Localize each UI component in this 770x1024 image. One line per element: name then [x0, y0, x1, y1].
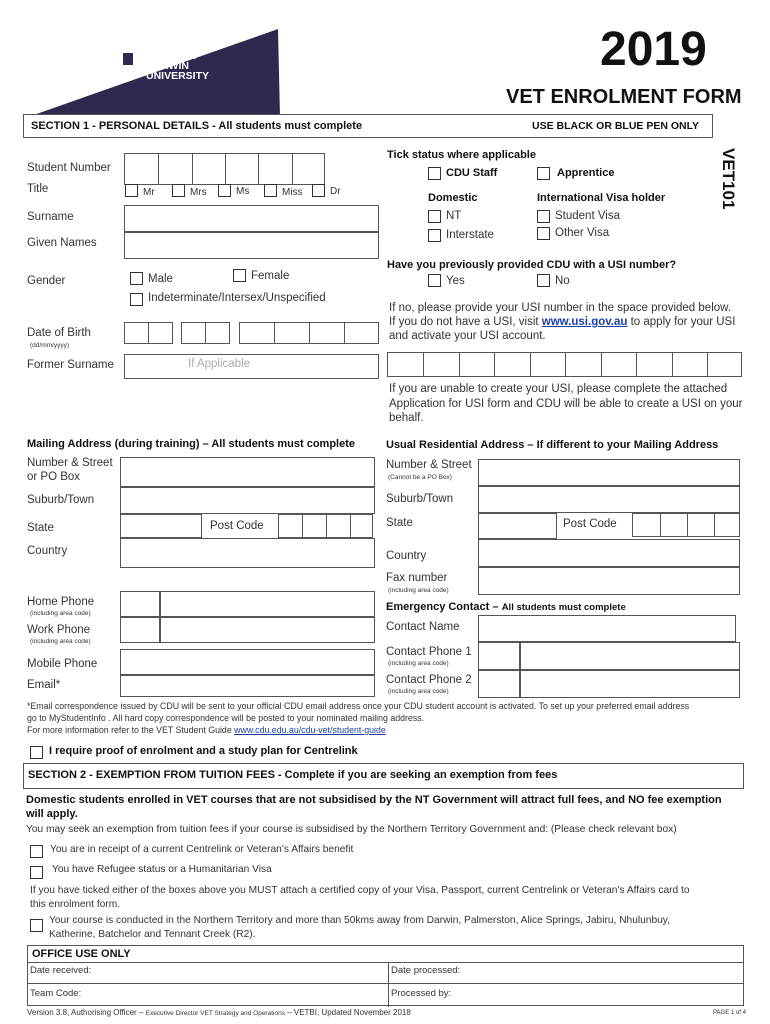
- work-phone-area-input[interactable]: [120, 617, 160, 643]
- logo-text-line: UNIVERSITY: [146, 70, 210, 82]
- attach-note-line1: If you have ticked either of the boxes above you MUST attach a certified copy of your Visa, Passport, current Centrelink or Veteran’s Affairs card to: [30, 885, 690, 896]
- apprentice-checkbox[interactable]: [537, 167, 550, 180]
- logo-text-line: CHARLES: [146, 50, 197, 62]
- res-state-input[interactable]: [478, 513, 557, 539]
- dob-format-hint: (dd/mm/yyyy): [30, 342, 69, 349]
- res-postcode-field[interactable]: [632, 513, 740, 537]
- date-processed-label: Date processed:: [391, 965, 461, 976]
- cdu-staff-label: CDU Staff: [446, 167, 498, 179]
- date-received-label: Date received:: [30, 965, 92, 976]
- mailing-pobox-label: or PO Box: [27, 471, 81, 483]
- email-label: Email*: [27, 679, 61, 691]
- title-mr-label: Mr: [143, 187, 155, 198]
- usi-info-line3: and activate your USI account.: [389, 330, 546, 342]
- usi-gov-link[interactable]: www.usi.gov.au: [541, 316, 628, 328]
- former-surname-label: Former Surname: [27, 359, 114, 371]
- title-dr-label: Dr: [330, 186, 341, 197]
- section2-domestic-line2: will apply.: [26, 808, 78, 820]
- footer-version-text: Version 3.8, Authorising Officer –: [27, 1008, 144, 1017]
- title-label: Title: [27, 183, 49, 195]
- refugee-status-label: You have Refugee status or a Humanitarian Visa: [52, 864, 272, 875]
- gender-female-checkbox[interactable]: [233, 269, 246, 282]
- home-phone-area-input[interactable]: [120, 591, 160, 617]
- contact-phone1-input[interactable]: [520, 642, 740, 670]
- form-code: VET101: [719, 148, 738, 210]
- refugee-status-checkbox[interactable]: [30, 866, 43, 879]
- apprentice-label: Apprentice: [557, 167, 615, 179]
- res-street-input[interactable]: [478, 459, 740, 486]
- usi-info-line1: If no, please provide your USI number in the space provided below.: [389, 302, 732, 314]
- mobile-input[interactable]: [120, 649, 375, 675]
- usi-no-checkbox[interactable]: [537, 274, 550, 287]
- section2-title: SECTION 2 - EXEMPTION FROM TUITION FEES - Complete if you are seeking an exemption from fees: [28, 769, 558, 781]
- email-note-line2: go to MyStudentInfo . All hard copy correspondence will be posted to your nominated mailing address.: [27, 713, 425, 723]
- res-street-label: Number & Street: [386, 459, 472, 471]
- contact-phone2-label: Contact Phone 2: [386, 674, 472, 686]
- status-heading: Tick status where applicable: [387, 149, 536, 161]
- student-number-label: Student Number: [27, 162, 111, 174]
- res-street-note: (Cannot be a PO Box): [388, 474, 452, 481]
- gender-female-label: Female: [251, 270, 290, 282]
- remote-course-line2: Katherine, Batchelor and Tennant Creek (R2).: [49, 929, 256, 940]
- student-visa-label: Student Visa: [555, 210, 621, 222]
- nt-checkbox[interactable]: [428, 210, 441, 223]
- home-phone-note: (including area code): [30, 610, 91, 617]
- dob-field[interactable]: [124, 322, 379, 344]
- mailing-state-label: State: [27, 522, 54, 534]
- proof-enrolment-checkbox[interactable]: [30, 746, 43, 759]
- usi-question: Have you previously provided CDU with a USI number?: [387, 259, 677, 271]
- usi-yes-checkbox[interactable]: [428, 274, 441, 287]
- title-mrs-checkbox[interactable]: [172, 184, 185, 197]
- logo-text-line: DARWIN: [146, 60, 189, 72]
- mailing-postcode-field[interactable]: [278, 514, 373, 538]
- usi-unable-line3: behalf.: [389, 412, 424, 424]
- mailing-postcode-label: Post Code: [210, 520, 264, 532]
- fax-input[interactable]: [478, 567, 740, 595]
- title-mr-checkbox[interactable]: [125, 184, 138, 197]
- section1-title: SECTION 1 - PERSONAL DETAILS - All students must complete: [31, 120, 363, 132]
- home-phone-input[interactable]: [160, 591, 375, 617]
- mailing-suburb-input[interactable]: [120, 487, 375, 514]
- emergency-title: Emergency Contact –: [386, 601, 499, 613]
- section2-may-seek: You may seek an exemption from tuition fees if your course is subsidised by the Northern Territory Government and: (Please check relevant box): [26, 824, 677, 835]
- domestic-heading: Domestic: [428, 192, 478, 204]
- fax-label: Fax number: [386, 572, 448, 584]
- usi-yes-label: Yes: [446, 275, 465, 287]
- student-number-field[interactable]: [124, 153, 325, 185]
- title-miss-checkbox[interactable]: [264, 184, 277, 197]
- usi-info-text-b: to apply for your USI: [627, 316, 736, 328]
- usi-number-field[interactable]: [387, 352, 742, 377]
- emergency-heading: [386, 601, 626, 613]
- usi-unable-line1: If you are unable to create your USI, please complete the attached: [389, 383, 728, 395]
- footer-page: PAGE 1 of 4: [713, 1010, 746, 1016]
- email-note-line3: [27, 725, 386, 735]
- footer-officer: Executive Director VET Strategy and Operations: [145, 1010, 285, 1017]
- remote-course-line1: Your course is conducted in the Northern Territory and more than 50kms away from Darwin, Palmerston, Alice Springs, Jabiru, Nhulunbuy,: [49, 915, 670, 926]
- title-miss-label: Miss: [282, 187, 303, 198]
- footer-updated: – VETBI, Updated November 2018: [287, 1008, 411, 1017]
- office-use-title: OFFICE USE ONLY: [32, 948, 131, 960]
- form-year: 2019: [600, 23, 707, 76]
- title-ms-label: Ms: [236, 186, 250, 197]
- email-note-line1: *Email correspondence issued by CDU will be sent to your official CDU email address once your CDU student account is activated. To set up your preferred email address: [27, 701, 690, 711]
- section2-domestic-line1: Domestic students enrolled in VET courses that are not subsidised by the NT Government will attract full fees, and NO fee exemption: [26, 794, 722, 806]
- interstate-checkbox[interactable]: [428, 229, 441, 242]
- email-input[interactable]: [120, 675, 375, 697]
- processed-by-label: Processed by:: [391, 988, 452, 999]
- nt-label: NT: [446, 210, 462, 222]
- usi-no-label: No: [555, 275, 570, 287]
- gender-male-label: Male: [148, 273, 173, 285]
- usi-info-line2: [389, 316, 735, 328]
- usi-info-text-a: If you do not have a USI, visit: [389, 316, 542, 328]
- work-phone-label: Work Phone: [27, 624, 91, 636]
- home-phone-label: Home Phone: [27, 596, 95, 608]
- surname-label: Surname: [27, 211, 74, 223]
- other-visa-label: Other Visa: [555, 227, 610, 239]
- contact-phone1-area-input[interactable]: [478, 642, 520, 670]
- mailing-heading: Mailing Address (during training) – All students must complete: [27, 438, 355, 450]
- title-dr-checkbox[interactable]: [312, 184, 325, 197]
- surname-input[interactable]: [124, 205, 379, 232]
- remote-course-checkbox[interactable]: [30, 919, 43, 932]
- centrelink-benefit-label: You are in receipt of a current Centrelink or Veteran’s Affairs benefit: [50, 844, 354, 855]
- contact-name-label: Contact Name: [386, 621, 460, 633]
- gender-male-checkbox[interactable]: [130, 272, 143, 285]
- work-phone-input[interactable]: [160, 617, 375, 643]
- residential-heading: Usual Residential Address – If different to your Mailing Address: [386, 439, 719, 451]
- res-suburb-label: Suburb/Town: [386, 493, 454, 505]
- intl-heading: International Visa holder: [537, 192, 666, 204]
- pen-note: USE BLACK OR BLUE PEN ONLY: [532, 120, 700, 132]
- title-mrs-label: Mrs: [190, 187, 207, 198]
- team-code-label: Team Code:: [30, 988, 82, 999]
- office-use-box: [27, 945, 744, 1006]
- mailing-suburb-label: Suburb/Town: [27, 494, 95, 506]
- mailing-state-input[interactable]: [120, 514, 202, 538]
- work-phone-note: (including area code): [30, 638, 91, 645]
- gender-label: Gender: [27, 275, 66, 287]
- given-names-label: Given Names: [27, 237, 97, 249]
- other-visa-checkbox[interactable]: [537, 227, 550, 240]
- given-names-input[interactable]: [124, 232, 379, 259]
- contact-phone2-input[interactable]: [520, 670, 740, 698]
- footer-version: [27, 1008, 411, 1017]
- student-visa-checkbox[interactable]: [537, 210, 550, 223]
- fax-note: (including area code): [388, 587, 449, 594]
- title-ms-checkbox[interactable]: [218, 184, 231, 197]
- former-surname-input[interactable]: [124, 354, 379, 379]
- mobile-label: Mobile Phone: [27, 658, 98, 670]
- student-guide-link[interactable]: www.cdu.edu.au/cdu-vet/student-guide: [234, 725, 386, 735]
- cdu-staff-checkbox[interactable]: [428, 167, 441, 180]
- interstate-label: Interstate: [446, 229, 494, 241]
- centrelink-benefit-checkbox[interactable]: [30, 845, 43, 858]
- contact-name-input[interactable]: [478, 615, 736, 642]
- res-country-label: Country: [386, 550, 427, 562]
- proof-enrolment-label: I require proof of enrolment and a study plan for Centrelink: [49, 745, 358, 757]
- contact-phone1-label: Contact Phone 1: [386, 646, 472, 658]
- mailing-street-label: Number & Street: [27, 457, 113, 469]
- res-state-label: State: [386, 517, 413, 529]
- form-title: VET ENROLMENT FORM: [506, 86, 742, 108]
- contact-phone2-note: (including area code): [388, 688, 449, 695]
- gender-indeterminate-label: Indeterminate/Intersex/Unspecified: [148, 292, 326, 304]
- logo-text: [146, 51, 209, 81]
- gender-indeterminate-checkbox[interactable]: [130, 293, 143, 306]
- dob-label: Date of Birth: [27, 327, 91, 339]
- contact-phone1-note: (including area code): [388, 660, 449, 667]
- res-postcode-label: Post Code: [563, 518, 617, 530]
- contact-phone2-area-input[interactable]: [478, 670, 520, 698]
- res-suburb-input[interactable]: [478, 486, 740, 513]
- emergency-subtitle: All students must complete: [501, 602, 626, 613]
- mailing-street-input[interactable]: [120, 457, 375, 487]
- mailing-country-input[interactable]: [120, 538, 375, 568]
- attach-note-line2: this enrolment form.: [30, 899, 121, 910]
- res-country-input[interactable]: [478, 539, 740, 567]
- usi-unable-line2: Application for USI form and CDU will be able to create a USI on your: [389, 398, 743, 410]
- mailing-country-label: Country: [27, 545, 68, 557]
- former-surname-placeholder: If Applicable: [188, 358, 251, 370]
- email-note-text: For more information refer to the VET Student Guide: [27, 725, 235, 735]
